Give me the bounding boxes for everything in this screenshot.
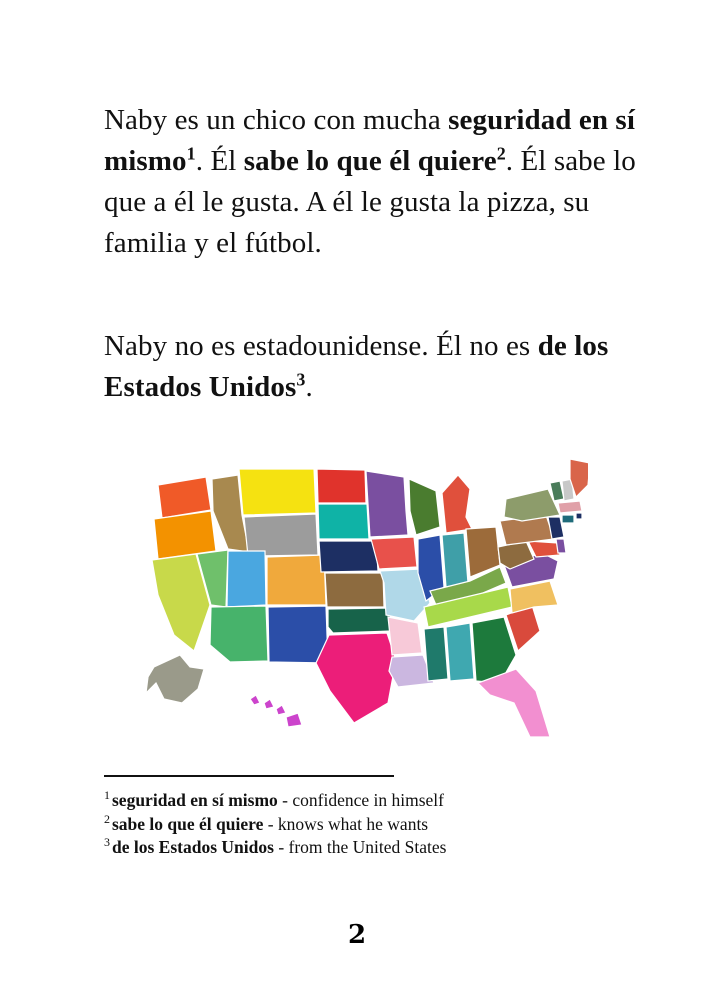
state-hi xyxy=(276,705,286,715)
state-ok xyxy=(328,608,391,633)
page-number: 2 xyxy=(347,920,367,950)
footnote-item xyxy=(104,836,644,860)
state-fl xyxy=(478,669,550,737)
state-nd xyxy=(317,469,366,503)
state-al xyxy=(446,623,474,681)
footnote-ref-2: 2 xyxy=(496,143,506,164)
footnote-marker: 2 xyxy=(104,811,110,826)
run-text: Naby no es estadounidense. Él no es xyxy=(104,330,538,362)
state-mi xyxy=(442,475,472,533)
state-ut xyxy=(227,551,266,607)
footnote-marker: 3 xyxy=(104,835,110,850)
state-ak xyxy=(146,655,204,703)
state-mn xyxy=(366,471,408,537)
footnote-ref-3: 3 xyxy=(296,369,306,390)
footnote-ref-1: 1 xyxy=(186,143,196,164)
footnote-item xyxy=(104,813,644,837)
united-states-map xyxy=(118,455,588,755)
state-ms xyxy=(424,627,448,681)
state-ma xyxy=(558,501,582,513)
state-co xyxy=(267,555,326,605)
run-text: . Él xyxy=(195,145,244,177)
state-md xyxy=(528,541,560,557)
state-ct xyxy=(562,515,574,523)
state-mt xyxy=(239,469,316,515)
state-or xyxy=(154,511,216,559)
footnote-gloss: - confidence in himself xyxy=(277,790,444,810)
state-ar xyxy=(388,617,422,655)
state-hi xyxy=(286,713,302,727)
map-svg xyxy=(118,455,588,755)
body-text xyxy=(104,100,638,408)
state-az xyxy=(210,606,268,662)
footnote-term: de los Estados Unidos xyxy=(112,837,274,857)
paragraph-1 xyxy=(104,100,638,264)
run-text: . Él sabe lo que a él le gusta. A él le gusta la pizza, su familia y el fútbol. xyxy=(104,145,636,259)
state-wy xyxy=(244,514,318,556)
footnote-gloss: - knows what he wants xyxy=(263,813,429,834)
state-sd xyxy=(318,504,369,539)
footnote-item xyxy=(104,789,644,813)
run-bold: seguridad en sí mismo xyxy=(104,104,635,177)
run-text: Naby es un chico con mucha xyxy=(104,104,449,136)
state-ia xyxy=(371,537,417,569)
state-hi xyxy=(250,695,260,705)
run-bold: sabe lo que él quiere xyxy=(243,145,497,177)
footnote-marker: 1 xyxy=(104,788,110,803)
footnote-list xyxy=(104,789,644,860)
footnote-term: seguridad en sí mismo xyxy=(112,790,278,810)
state-wi xyxy=(409,479,440,535)
state-ny xyxy=(504,489,560,521)
run-bold: de los Estados Unidos xyxy=(104,330,609,403)
state-tx xyxy=(316,633,396,723)
footnote-separator xyxy=(104,775,394,777)
footnote-term: sabe lo que él quiere xyxy=(112,813,264,834)
state-de xyxy=(556,539,566,553)
state-in xyxy=(442,533,468,587)
state-ne xyxy=(319,541,378,572)
state-hi xyxy=(264,699,274,709)
run-text: . xyxy=(305,371,313,403)
state-ri xyxy=(576,513,582,519)
paragraph-2 xyxy=(104,326,638,408)
footnote-gloss: - from the United States xyxy=(273,837,447,857)
state-ks xyxy=(325,573,384,607)
state-nm xyxy=(268,606,328,663)
